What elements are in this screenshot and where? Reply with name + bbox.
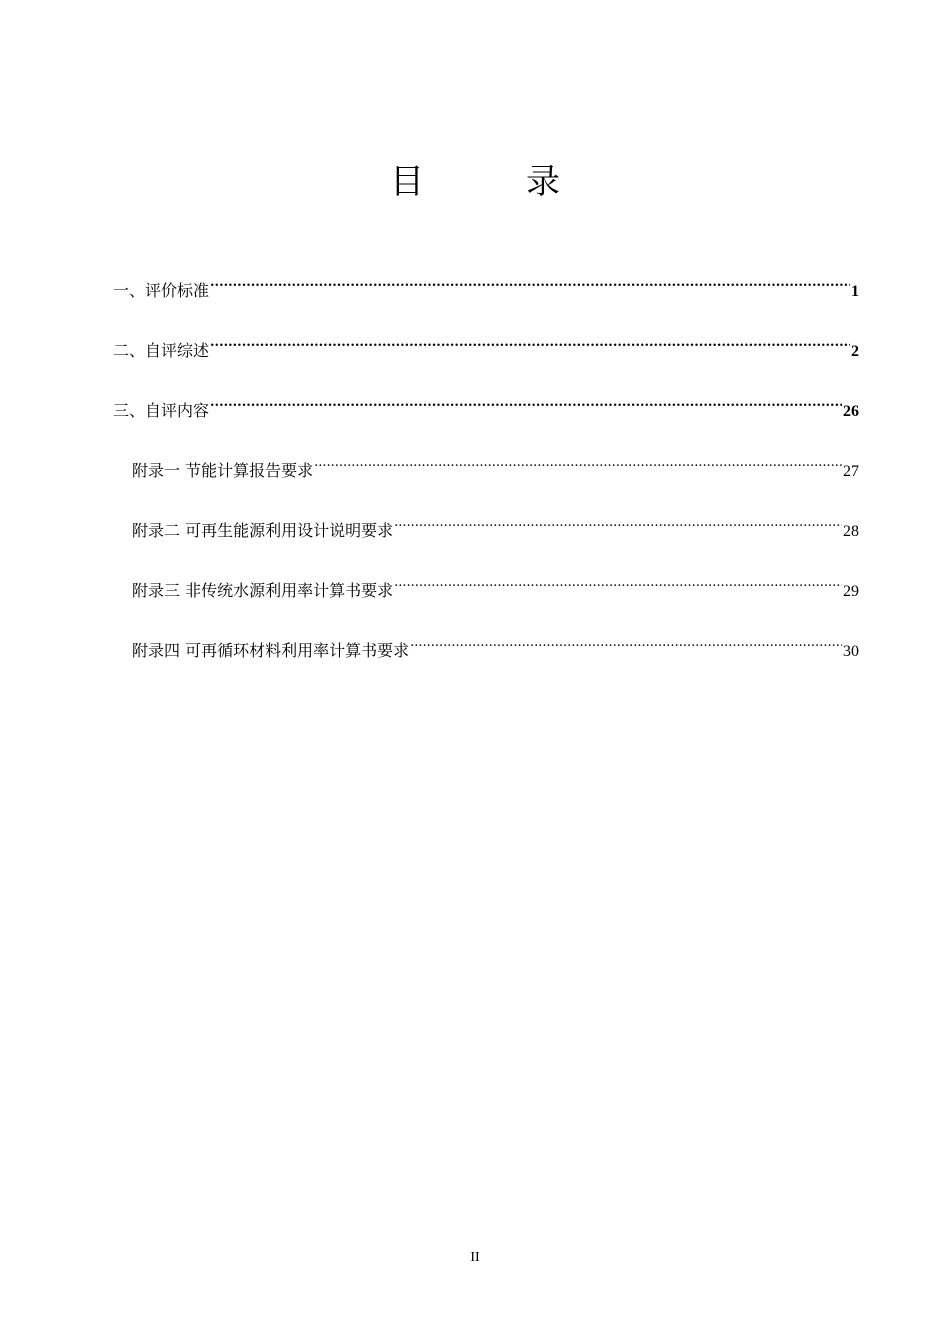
toc-dot-leader <box>210 270 850 296</box>
toc-entry-appendix-3[interactable] <box>113 570 859 630</box>
toc-entry-label: 三、自评内容 <box>113 401 210 420</box>
toc-dot-leader <box>394 570 842 596</box>
toc-entry-self-evaluation-summary[interactable] <box>113 330 859 390</box>
toc-entry-page: 29 <box>843 583 859 600</box>
toc-entry-page: 27 <box>843 463 859 480</box>
toc-entry-page: 28 <box>843 523 859 540</box>
toc-entry-label: 附录二 可再生能源利用设计说明要求 <box>132 521 394 540</box>
toc-entry-appendix-4[interactable] <box>113 630 859 690</box>
toc-dot-leader <box>394 510 842 536</box>
toc-entry-label: 一、评价标准 <box>113 281 210 300</box>
toc-entry-appendix-2[interactable] <box>113 510 859 570</box>
toc-entry-page: 30 <box>843 643 859 660</box>
page-number: II <box>470 1250 480 1265</box>
toc-entry-label: 附录一 节能计算报告要求 <box>132 461 314 480</box>
toc-dot-leader <box>210 390 842 416</box>
toc-entry-label: 附录三 非传统水源利用率计算书要求 <box>132 581 394 600</box>
toc-dot-leader <box>314 450 842 476</box>
toc-entry-page: 26 <box>843 403 859 420</box>
toc-entry-label: 二、自评综述 <box>113 341 210 360</box>
toc-entry-label: 附录四 可再循环材料利用率计算书要求 <box>132 641 410 660</box>
toc-dot-leader <box>210 330 850 356</box>
toc-entry-page: 2 <box>851 343 859 360</box>
toc-entry-appendix-1[interactable] <box>113 450 859 510</box>
toc-dot-leader <box>410 630 842 656</box>
toc-entry-self-evaluation-content[interactable] <box>113 390 859 450</box>
toc-entry-page: 1 <box>851 283 859 300</box>
toc-entry-evaluation-standard[interactable] <box>113 270 859 330</box>
page-title: 目 录 <box>390 162 594 202</box>
table-of-contents <box>113 270 859 690</box>
